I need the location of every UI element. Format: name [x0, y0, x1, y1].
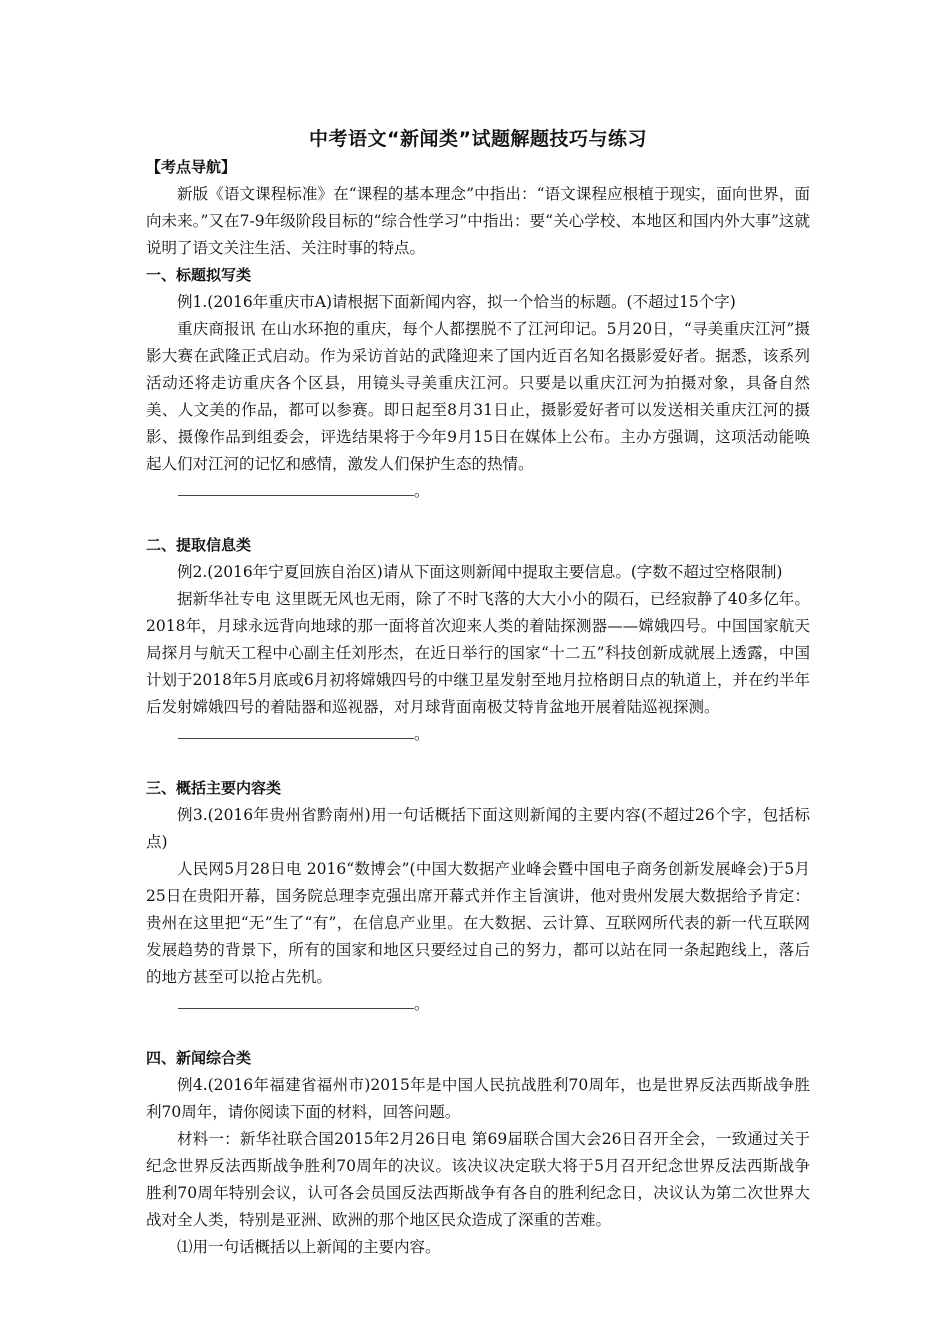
section-3-example: 例3.(2016年贵州省黔南州)用一句话概括下面这则新闻的主要内容(不超过26个字，包括标点) [146, 806, 810, 851]
document-content [146, 124, 810, 1261]
section-4-question: ⑴用一句话概括以上新闻的主要内容。 [177, 1238, 441, 1256]
guide-heading: 【考点导航】 [146, 158, 237, 176]
answer-end-mark: 。 [414, 482, 430, 500]
section-3-heading: 三、概括主要内容类 [146, 779, 282, 797]
answer-line [178, 481, 414, 496]
section-4-example: 例4.(2016年福建省福州市)2015年是中国人民抗战胜利70周年，也是世界反法西斯战争胜利70周年，请你阅读下面的材料，回答问题。 [146, 1076, 810, 1121]
spacer [146, 1018, 810, 1045]
answer-line [178, 724, 414, 739]
section-1-example: 例1.(2016年重庆市A)请根据下面新闻内容，拟一个恰当的标题。(不超过15个字) [177, 293, 736, 311]
guide-text: 新版《语文课程标准》在“课程的基本理念”中指出：“语文课程应根植于现实，面向世界，面向未来。”又在7-9年级阶段目标的“综合性学习”中指出：要“关心学校、本地区和国内外大事”这就说明了语文关注生活、关注时事的特点。 [146, 185, 810, 257]
section-1-heading: 一、标题拟写类 [146, 266, 252, 284]
section-2-heading: 二、提取信息类 [146, 536, 252, 554]
section-1-news: 重庆商报讯 在山水环抱的重庆，每个人都摆脱不了江河印记。5月20日，“寻美重庆江河”摄影大赛在武隆正式启动。作为采访首站的武隆迎来了国内近百名知名摄影爱好者。据悉，该系列活动还将走访重庆各个区县，用镜头寻美重庆江河。只要是以重庆江河为拍摄对象，具备自然美、人文美的作品，都可以参赛。即日起至8月31日止，摄影爱好者可以发送相关重庆江河的摄影、摄像作品到组委会，评选结果将于今年9月15日在媒体上公布。主办方强调，这项活动能唤起人们对江河的记忆和感情，激发人们保护生态的热情。 [146, 320, 810, 473]
section-4-material: 材料一：新华社联合国2015年2月26日电 第69届联合国大会26日召开全会，一致通过关于纪念世界反法西斯战争胜利70周年的决议。该决议决定联大将于5月召开纪念世界反法西斯战争胜利70周年特别会议，认可各会员国反法西斯战争有各自的胜利纪念日，决议认为第二次世界大战对全人类，特别是亚洲、欧洲的那个地区民众造成了深重的苦难。 [146, 1130, 810, 1229]
section-2-answer-blank[interactable] [146, 721, 810, 748]
section-4-heading: 四、新闻综合类 [146, 1049, 252, 1067]
section-2-news: 据新华社专电 这里既无风也无雨，除了不时飞落的大大小小的陨石，已经寂静了40多亿年。2018年，月球永远背向地球的那一面将首次迎来人类的着陆探测器——嫦娥四号。中国国家航天局探月与航天工程中心副主任刘彤杰，在近日举行的国家“十二五”科技创新成就展上透露，中国计划于2018年5月底或6月初将嫦娥四号的中继卫星发射至地月拉格朗日点的轨道上，并在约半年后发射嫦娥四号的着陆器和巡视器，对月球背面南极艾特肯盆地开展着陆巡视探测。 [146, 590, 810, 716]
answer-end-mark: 。 [414, 995, 430, 1013]
answer-end-mark: 。 [414, 725, 430, 743]
spacer [146, 505, 810, 532]
section-3-answer-blank[interactable] [146, 991, 810, 1018]
page-title: 中考语文“新闻类”试题解题技巧与练习 [309, 128, 647, 150]
section-1-answer-blank[interactable] [146, 478, 810, 505]
section-2-example: 例2.(2016年宁夏回族自治区)请从下面这则新闻中提取主要信息。(字数不超过空格限制) [177, 563, 783, 581]
section-3-news: 人民网5月28日电 2016“数博会”(中国大数据产业峰会暨中国电子商务创新发展峰会)于5月25日在贵阳开幕，国务院总理李克强出席开幕式并作主旨演讲，他对贵州发展大数据给予肯定：贵州在这里把“无”生了“有”，在信息产业里。在大数据、云计算、互联网所代表的新一代互联网发展趋势的背景下，所有的国家和地区只要经过自己的努力，都可以站在同一条起跑线上，落后的地方甚至可以抢占先机。 [146, 860, 810, 986]
spacer [146, 748, 810, 775]
answer-line [178, 994, 414, 1009]
